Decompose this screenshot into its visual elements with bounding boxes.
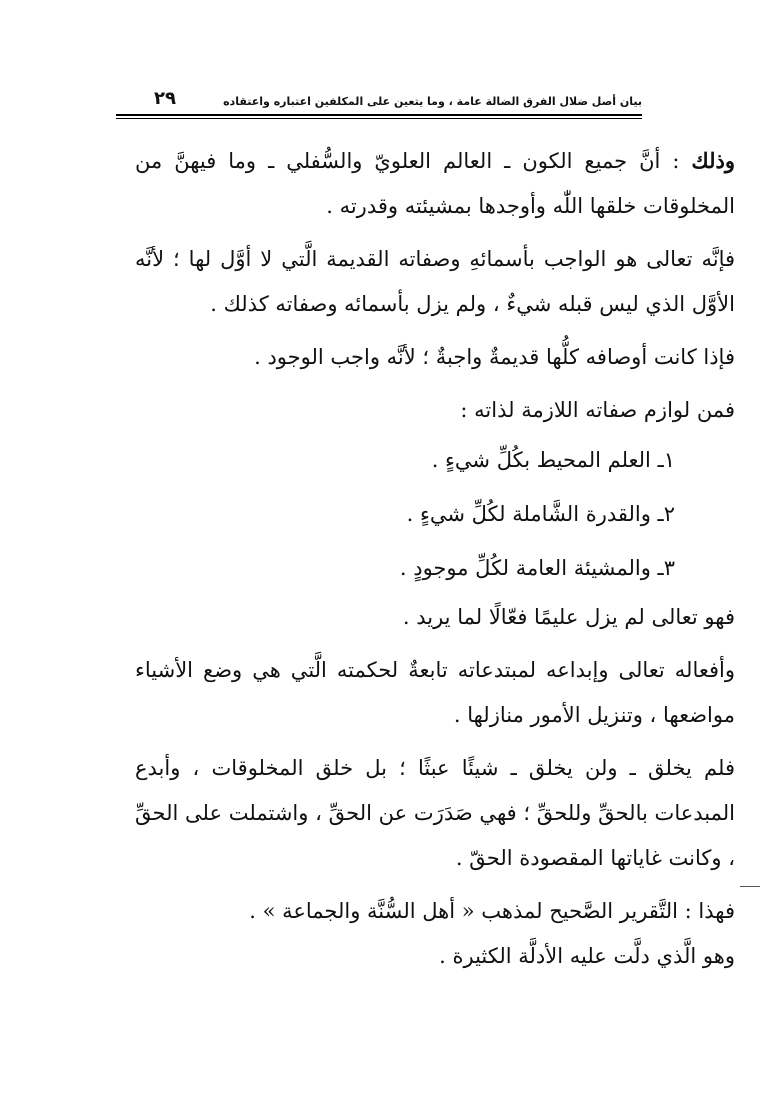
list-item-1: ١ـ العلم المحيط بكُلِّ شيءٍ . [431, 448, 675, 472]
page-body [135, 138, 735, 979]
paragraph-3: فإذا كانت أوصافه كلُّها قديمةٌ واجبةٌ ؛ لأنَّه واجب الوجود . [254, 345, 735, 369]
paragraph-8: فهذا : التَّقرير الصَّحيح لمذهب « أهل السُّنَّة والجماعة » . [249, 899, 735, 923]
paragraph-4: فمن لوازم صفاته اللازمة لذاته : [460, 398, 735, 422]
paragraph-1 [135, 138, 735, 229]
page-header [116, 84, 642, 114]
paragraph-7: فلم يخلق ـ ولن يخلق ـ شيئًا عبثًا ؛ بل خلق المخلوقات ، وأبدع المبدعات بالحقِّ وللحقِّ ؛ فهي صَدَرَت عن الحقِّ ، واشتملت على الحقِّ ، وكانت غاياتها المقصودة الحقّ . [135, 756, 735, 870]
paragraph-1-text: : أنَّ جميع الكون ـ العالم العلويّ والسُّفلي ـ وما فيهنَّ من المخلوقات خلقها اللّٰه وأوجدها بمشيئته وقدرته . [135, 149, 735, 218]
header-rule-thin [116, 118, 642, 119]
paragraph-5: فهو تعالى لم يزل عليمًا فعّالًا لما يريد . [402, 605, 735, 629]
paragraph-2: فإنَّه تعالى هو الواجب بأسمائهِ وصفاته القديمة الَّتي لا أوَّل لها ؛ لأنَّه الأوَّل الذي ليس قبله شيءٌ ، ولم يزل بأسمائه وصفاته كذلك . [135, 247, 735, 316]
paragraph-9: وهو الَّذي دلَّت عليه الأدلَّة الكثيرة . [439, 944, 735, 968]
page-number: ٢٩ [154, 88, 176, 109]
list-item-2: ٢ـ والقدرة الشَّاملة لكُلِّ شيءٍ . [406, 502, 675, 526]
margin-mark [740, 886, 760, 887]
running-title: بيان أصل ضلال الفرق الضالة عامة ، وما يتعين على المكلفين اعتباره واعتقاده [223, 95, 642, 108]
paragraph-6: وأفعاله تعالى وإبداعه لمبتدعاته تابعةٌ لحكمته الَّتي هي وضع الأشياء مواضعها ، وتنزيل الأمور منازلها . [135, 658, 735, 727]
header-rule [116, 114, 642, 116]
list-item-3: ٣ـ والمشيئة العامة لكُلِّ موجودٍ . [399, 556, 675, 580]
lead-word: وذلك [691, 148, 735, 173]
